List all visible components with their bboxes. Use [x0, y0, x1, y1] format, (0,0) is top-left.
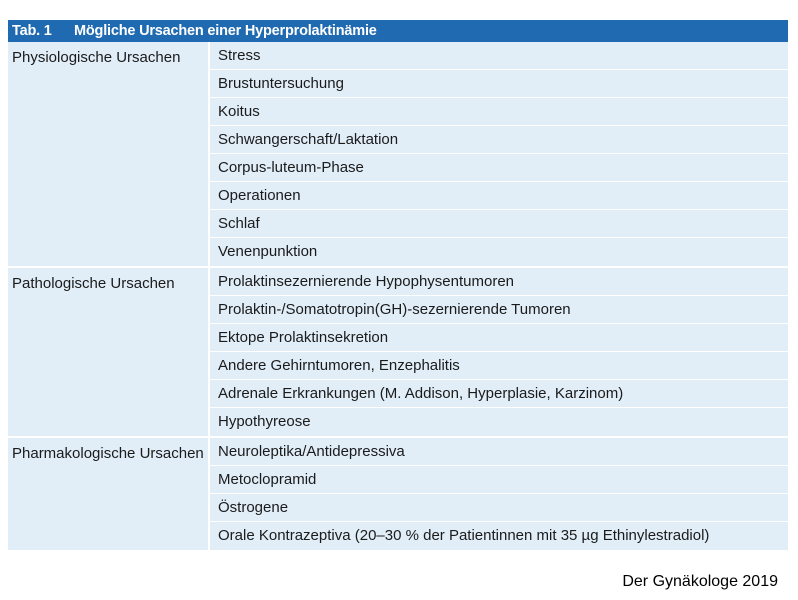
list-item: Andere Gehirntumoren, Enzephalitis — [210, 352, 788, 380]
list-item: Adrenale Erkrankungen (M. Addison, Hyperplasie, Karzinom) — [210, 380, 788, 408]
table-group-physiological — [8, 42, 788, 268]
list-item: Koitus — [210, 98, 788, 126]
group-label: Pharmakologische Ursachen — [8, 438, 210, 550]
table-group-pharmacological — [8, 438, 788, 552]
list-item: Schlaf — [210, 210, 788, 238]
source-credit: Der Gynäkologe 2019 — [622, 573, 778, 590]
table-header — [8, 20, 788, 42]
group-label: Pathologische Ursachen — [8, 268, 210, 436]
table-number: Tab. 1 — [12, 23, 52, 39]
list-item: Prolaktinsezernierende Hypophysentumoren — [210, 268, 788, 296]
group-label: Physiologische Ursachen — [8, 42, 210, 266]
list-item: Orale Kontrazeptiva (20–30 % der Patientinnen mit 35 µg Ethinylestradiol) — [218, 527, 710, 544]
list-item: Schwangerschaft/Laktation — [210, 126, 788, 154]
group-items — [210, 438, 788, 550]
list-item: Brustuntersuchung — [210, 70, 788, 98]
group-items — [210, 268, 788, 436]
list-item: Hypothyreose — [218, 413, 311, 430]
group-items — [210, 42, 788, 266]
list-item: Operationen — [210, 182, 788, 210]
list-item: Östrogene — [210, 494, 788, 522]
list-item: Prolaktin-/Somatotropin(GH)-sezernierende Tumoren — [210, 296, 788, 324]
table-group-pathological — [8, 268, 788, 438]
list-item: Neuroleptika/Antidepressiva — [210, 438, 788, 466]
list-item: Venenpunktion — [218, 243, 318, 260]
table — [8, 20, 788, 552]
list-item: Metoclopramid — [210, 466, 788, 494]
list-item: Ektope Prolaktinsekretion — [210, 324, 788, 352]
list-item: Corpus-luteum-Phase — [210, 154, 788, 182]
table-title: Mögliche Ursachen einer Hyperprolaktinämie — [74, 23, 377, 39]
list-item: Stress — [210, 42, 788, 70]
